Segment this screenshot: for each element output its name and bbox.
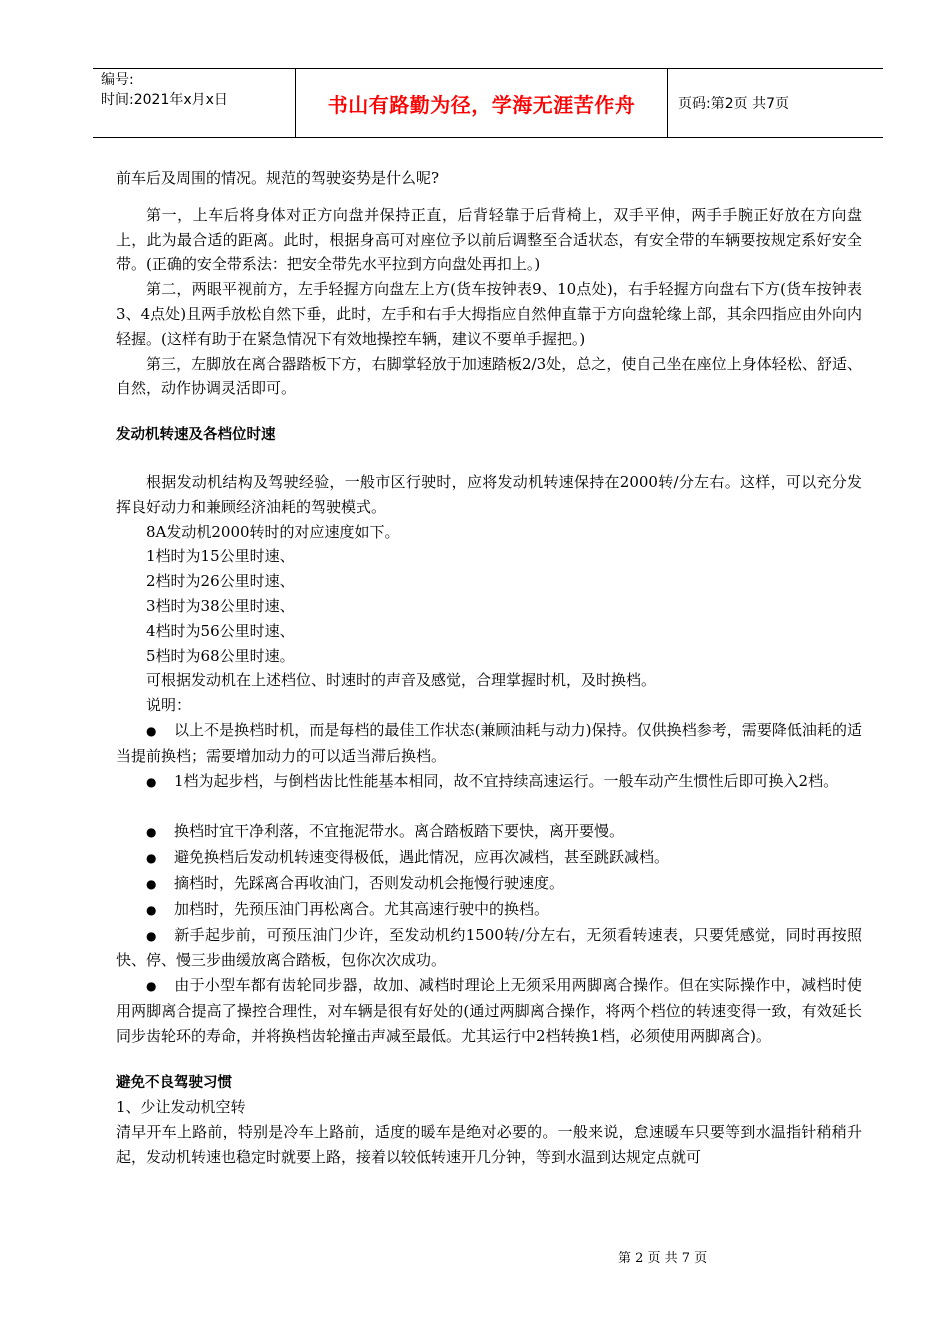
bullet-text: 换档时宜干净利落，不宜拖泥带水。离合踏板踏下要快，离开要慢。 [174, 822, 625, 841]
bullet-item [116, 819, 862, 845]
posture-third-paragraph: 第三，左脚放在离合器踏板下方，右脚掌轻放于加速踏板2/3处，总之，使自己坐在座位上身体轻松、舒适、自然，动作协调灵活即可。 [116, 354, 862, 398]
section-heading-rpm: 发动机转速及各档位时速 [116, 427, 276, 444]
bullet-text: 由于小型车都有齿轮同步器，故加、减档时理论上无须采用两脚离合操作。但在实际操作中，减档时使用两脚离合提高了操控合理性，对车辆是很有好处的(通过两脚离合操作，将两个档位的转速变得一致，有效延长同步齿轮环的寿命，并将换档齿轮撞击声减至最低。尤其运行中2档转换1档，必须使用两脚离合)。 [116, 976, 862, 1045]
bullet-text: 1档为起步档，与倒档齿比性能基本相同，故不宜持续高速运行。一般车动产生惯性后即可换入2档。 [174, 771, 839, 790]
bullet-dot: ● [146, 902, 157, 917]
warmup-paragraph: 清早开车上路前，特别是冷车上路前，适度的暖车是绝对必要的。一般来说，怠速暖车只要等到水温指针稍稍升起，发动机转速也稳定时就要上路，接着以较低转速开几分钟，等到水温到达规定点就可 [116, 1123, 862, 1166]
page-footer: 第 2 页 共 7 页 [618, 1251, 708, 1266]
gear-speed-item: 3档时为38公里时速、 [146, 596, 295, 615]
posture-first-paragraph: 第一，上车后将身体对正方向盘并保持正直，后背轻靠于后背椅上，双手平伸，两手手腕正好放在方向盘上，此为最合适的距离。此时，根据身高可对座位予以前后调整至合适状态，有安全带的车辆要按规定系好安全带。(正确的安全带系法：把安全带先水平拉到方向盘处再扣上。) [116, 205, 862, 274]
posture-second-paragraph: 第二，两眼平视前方，左手轻握方向盘左上方(货车按钟表9、10点处)，右手轻握方向盘右下方(货车按钟表3、4点处)且两手放松自然下垂，此时，左手和右手大拇指应自然伸直靠于方向盘轮缘上部，其余四指应由外向内轻握。(这样有助于在紧急情况下有效地操控车辆，建议不要单手握把。) [116, 280, 862, 348]
bullet-text: 以上不是换档时机，而是每档的最佳工作状态(兼顾油耗与动力)保持。仅供换档参考，需要降低油耗的适当提前换档；需要增加动力的可以适当滞后换档。 [116, 720, 862, 765]
subheading-idle: 1、少让发动机空转 [116, 1098, 246, 1117]
bullet-dot: ● [146, 851, 157, 866]
gear-speed-item: 2档时为26公里时速、 [146, 572, 295, 591]
document-body [116, 166, 862, 1170]
bullet-dot: ● [146, 979, 157, 994]
bullet-item [116, 769, 862, 795]
note-label: 说明： [146, 696, 192, 715]
gear-speed-item: 5档时为68公里时速。 [146, 646, 295, 665]
time-label: 时间:2021年x月x日 [101, 92, 228, 108]
serial-label: 编号: [101, 72, 134, 88]
bullet-dot: ● [146, 723, 157, 738]
page-header [93, 68, 883, 138]
bullet-text: 避免换档后发动机转速变得极低，遇此情况，应再次减档，甚至跳跃减档。 [174, 848, 670, 867]
bullet-text: 新手起步前，可预压油门少许，至发动机约1500转/分左右，无须看转速表，只要凭感觉，同时再按照快、停、慢三步曲缓放离合踏板，包你次次成功。 [116, 925, 862, 970]
bullet-dot: ● [146, 774, 157, 789]
bullet-text: 摘档时，先踩离合再收油门，否则发动机会拖慢行驶速度。 [174, 873, 565, 892]
bullet-text: 加档时，先预压油门再松离合。尤其高速行驶中的换档。 [174, 899, 550, 918]
intro-paragraph: 前车后及周围的情况。规范的驾驶姿势是什么呢? [116, 169, 440, 187]
shift-timing-paragraph: 可根据发动机在上述档位、时速时的声音及感觉，合理掌握时机，及时换档。 [146, 671, 657, 690]
bullet-dot: ● [146, 825, 157, 840]
bullet-dot: ● [146, 876, 157, 891]
bullet-item [116, 871, 862, 897]
rpm-paragraph: 根据发动机结构及驾驶经验，一般市区行驶时，应将发动机转速保持在2000转/分左右。这样，可以充分发挥良好动力和兼顾经济油耗的驾驶模式。 [116, 472, 862, 516]
section-heading-habits: 避免不良驾驶习惯 [116, 1074, 232, 1091]
header-motto: 书山有路勤为径，学海无涯苦作舟 [295, 69, 668, 137]
engine-8a-paragraph: 8A发动机2000转时的对应速度如下。 [146, 522, 400, 541]
bullet-dot: ● [146, 928, 157, 943]
bullet-item [116, 923, 862, 974]
gear-speed-item: 1档时为15公里时速、 [146, 547, 295, 566]
header-page-info: 页码:第2页 共7页 [678, 96, 789, 112]
bullet-item [116, 845, 862, 871]
bullet-item [116, 897, 862, 923]
bullet-item [116, 973, 862, 1048]
header-meta [93, 69, 295, 137]
bullet-item [116, 718, 862, 769]
gear-speed-item: 4档时为56公里时速、 [146, 621, 295, 640]
